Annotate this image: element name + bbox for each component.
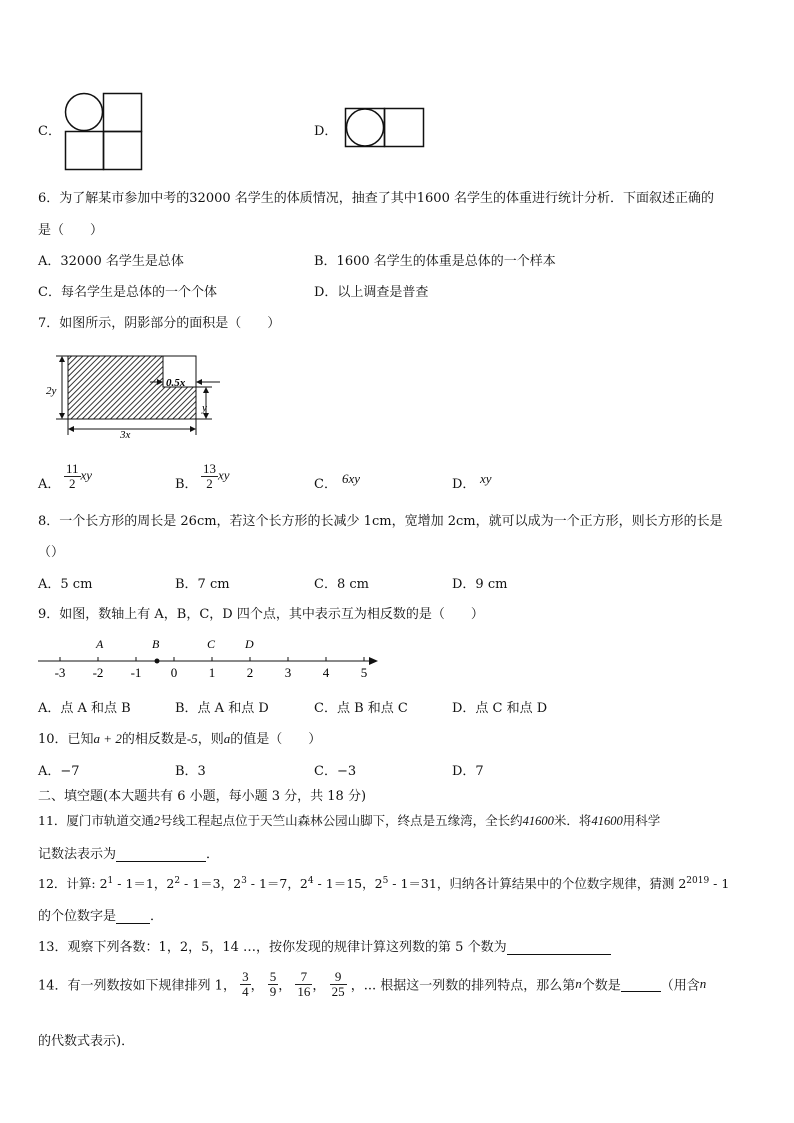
q9-option-b: B．点 A 和点 D (175, 701, 269, 716)
q7-option-b: $\frac{13}{2}$ xy (203, 461, 230, 491)
q7-label-small: 0.5x (166, 377, 186, 389)
q7-option-a-label: A． (38, 477, 61, 492)
q12-stem-line1: 12．计算: $2^1 - 1=1$，$2^2 - 1=3$，$2^3 - 1=7$，$2^4 - 1=15$，$2^5 - 1=31$，归纳各计算结果中的个位数字规律，猜测 $2^{2019} - 1$ (38, 875, 730, 891)
q9-stem: 9．如图，数轴上有 A，B，C，D 四个点，其中表示互为相反数的是（ ） (38, 607, 484, 622)
q9-tick-label: 4 (322, 665, 330, 680)
q9-point-b-dot (155, 659, 160, 664)
q9-number-line (36, 633, 384, 681)
q5-option-c-label: C． (38, 124, 61, 139)
q8-stem-line1: 8．一个长方形的周长是 26cm，若这个长方形的长减少 1cm，宽增加 2cm，就可以成为一个正方形，则长方形的长是 (38, 514, 723, 529)
q10-option-a: A．−7 (38, 764, 80, 779)
section-2-heading: 二、填空题(本大题共有 6 小题，每小题 3 分，共 18 分) (38, 789, 367, 804)
q9-option-a: A．点 A 和点 B (38, 701, 131, 716)
q8-option-b: B．7 cm (175, 577, 230, 592)
q7-option-a-fraction: $\frac{11}{2}$ (66, 461, 79, 491)
q7-option-c: 6xy (342, 471, 361, 486)
q14-fraction-3: $\frac{7}{16}$ (297, 969, 311, 999)
q9-tick-label: 2 (246, 665, 254, 680)
q7-label-right: y (202, 402, 207, 414)
q7-stem: 7．如图所示，阴影部分的面积是（ ） (38, 316, 281, 331)
q7-option-a: $\frac{11}{2}$ xy (66, 461, 93, 491)
q11-stem-line2: 记数法表示为 ． (38, 847, 220, 862)
q10-option-c: C．−3 (314, 764, 357, 779)
q6-option-b: B．1600 名学生的体重是总体的一个样本 (314, 254, 556, 269)
q10-stem: 10．已知a + 2的相反数是-5，则a的值是（ ） (38, 731, 322, 747)
q12-answer-blank[interactable] (116, 909, 150, 924)
q5-option-d-figure (344, 107, 426, 149)
q7-option-b-fraction: $\frac{13}{2}$ (203, 461, 216, 491)
q7-option-d: xy (480, 471, 492, 486)
q9-tick-label: 3 (284, 665, 292, 680)
q9-point-d: D (245, 637, 254, 651)
q7-option-d-label: D． (452, 477, 476, 492)
q7-option-b-label: B． (175, 477, 198, 492)
q9-tick-label: 5 (360, 665, 368, 680)
q9-point-b: B (152, 637, 160, 651)
q5-option-c-figure (64, 92, 144, 172)
q8-option-d: D．9 cm (452, 577, 508, 592)
q9-option-d: D．点 C 和点 D (452, 701, 548, 716)
q10-option-b: B．3 (175, 764, 206, 779)
q9-tick-label: -2 (92, 665, 104, 680)
q14-fraction-4: $\frac{9}{25}$ (331, 969, 345, 999)
q8-option-c: C．8 cm (314, 577, 369, 592)
q12-stem-line2: 的个位数字是 ． (38, 909, 164, 924)
q13-answer-blank[interactable] (507, 940, 611, 955)
q5-option-d-label: D． (314, 124, 338, 139)
q6-option-a: A．32000 名学生是总体 (38, 254, 184, 269)
q7-label-bottom: 3x (120, 429, 131, 441)
q9-option-c: C．点 B 和点 C (314, 701, 408, 716)
q7-label-left: 2y (46, 385, 57, 397)
q14-stem-line1: 14．有一列数按如下规律排列 1， $\frac{3}{4}$ ， $\frac{5}{9}$ ， $\frac{7}{16}$ ， $\frac{9}{25}$ ，... 根据这一列数的排列特点，那么第n个数是 （用含n (38, 969, 707, 999)
q14-stem-line2: 的代数式表示)． (38, 1034, 135, 1049)
q9-tick-label: 1 (208, 665, 216, 680)
q10-option-d: D．7 (452, 764, 484, 779)
q14-fraction-1: $\frac{3}{4}$ (242, 969, 249, 999)
q9-point-c: C (207, 637, 216, 651)
q9-tick-label: 0 (170, 665, 178, 680)
q9-tick-label: -3 (54, 665, 66, 680)
q11-stem-line1: 11．厦门市轨道交通2号线工程起点位于天竺山森林公园山脚下，终点是五缘湾，全长约41600米．将41600用科学 (38, 813, 661, 828)
q7-figure (44, 349, 234, 441)
q9-tick-label: -1 (130, 665, 142, 680)
q9-point-a: A (96, 637, 104, 651)
q6-option-c: C．每名学生是总体的一个个体 (38, 285, 217, 300)
q14-fraction-2: $\frac{5}{9}$ (269, 969, 277, 999)
q8-stem-line2: （） (38, 545, 65, 560)
q11-answer-blank[interactable] (116, 847, 206, 862)
q6-stem-line1: 6．为了解某市参加中考的32000 名学生的体质情况，抽查了其中1600 名学生的体重进行统计分析．下面叙述正确的 (38, 191, 714, 206)
q8-option-a: A．5 cm (38, 577, 93, 592)
q7-option-c-label: C． (314, 477, 337, 492)
q6-option-d: D．以上调查是普查 (314, 285, 429, 300)
q13-stem: 13．观察下列各数：1，2，5，14 …，按你发现的规律计算这列数的第 5 个数为 (38, 936, 611, 955)
q6-stem-line2: 是（ ） (38, 223, 104, 238)
q14-answer-blank[interactable] (621, 977, 661, 992)
